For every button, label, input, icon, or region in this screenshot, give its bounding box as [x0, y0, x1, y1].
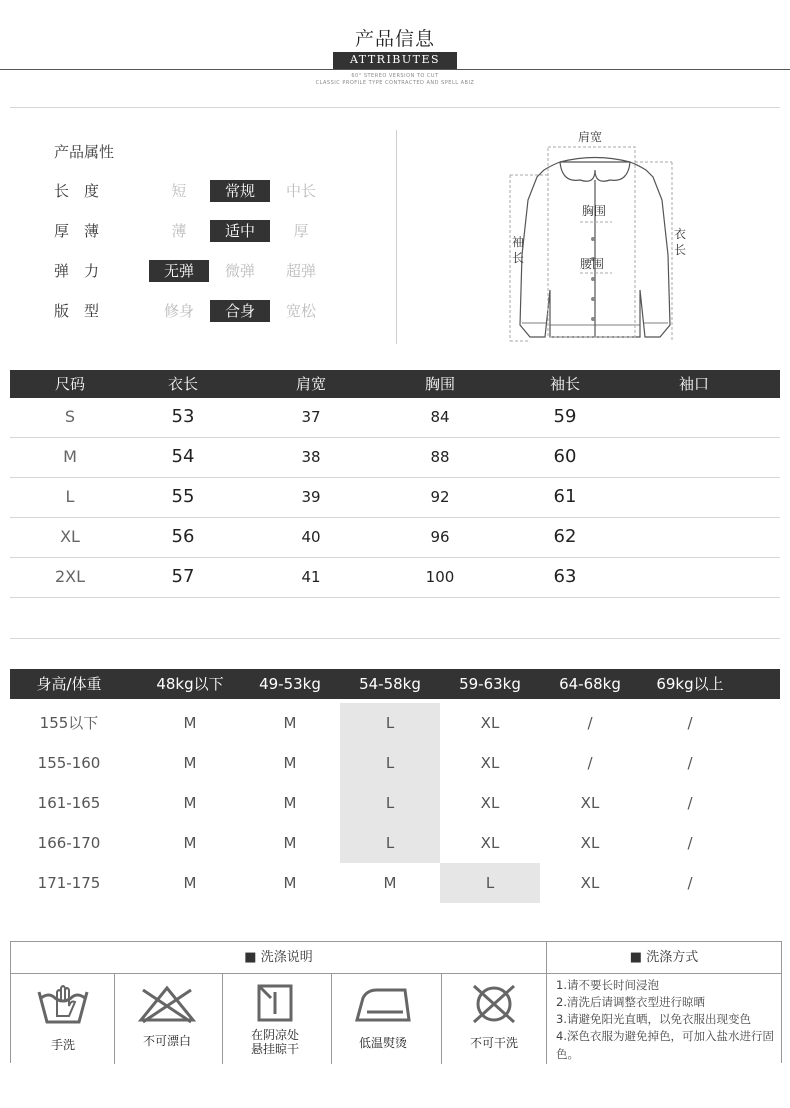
attribute-label: 弹 力 [54, 262, 100, 280]
diagram-label-chest: 胸围 [582, 204, 607, 218]
size-cell [644, 558, 744, 598]
size-col-header: 肩宽 [295, 375, 326, 393]
attribute-option: 中长 [285, 182, 316, 200]
washing-caption: 低温熨烫 [358, 1036, 407, 1050]
washing-note: 4.深色衣服为避免掉色，可加入盐水进行固色。 [556, 1029, 774, 1061]
size-table-row [10, 558, 780, 598]
recommend-col-header: 69kg以上 [656, 675, 724, 693]
recommend-cell: M [183, 754, 197, 772]
size-table-row [10, 478, 780, 518]
recommend-cell: M [283, 794, 297, 812]
size-cell: 38 [301, 448, 321, 466]
recommend-cell: / [687, 874, 693, 892]
recommend-cell: XL [580, 874, 600, 892]
size-cell: 92 [430, 488, 450, 506]
size-col-header: 胸围 [424, 375, 455, 393]
recommend-height-cell: 161-165 [37, 794, 101, 812]
recommend-cell-highlighted: L [340, 823, 440, 863]
recommend-cell-highlighted: L [340, 783, 440, 823]
vertical-divider [396, 130, 397, 344]
size-cell: 37 [301, 408, 321, 426]
attribute-option: 宽松 [285, 302, 316, 320]
attribute-label: 长 度 [54, 182, 100, 200]
attribute-option: 超弹 [285, 262, 316, 280]
washing-note: 1.请不要长时间浸泡 [556, 978, 659, 992]
size-table-row [10, 438, 780, 478]
recommend-col-header: 64-68kg [559, 675, 621, 693]
attributes-heading: 产品属性 [54, 143, 115, 161]
diagram-label-sleeve: 袖长 [512, 235, 525, 265]
header-subtitle-2: CLASSIC PROFILE TYPE CONTRACTED AND SPELL ABIZ [315, 80, 475, 86]
size-cell: XL [60, 527, 80, 546]
recommend-cell: M [383, 874, 397, 892]
attribute-option: 微弹 [224, 262, 255, 280]
size-cell: M [63, 447, 77, 466]
no-bleach-icon [115, 982, 219, 1030]
no-dry-clean-icon [442, 982, 546, 1030]
size-cell: 54 [171, 446, 195, 467]
washing-caption: 不可漂白 [142, 1034, 191, 1048]
size-cell: 40 [301, 528, 321, 546]
recommend-cell: / [687, 834, 693, 852]
size-col-header: 尺码 [54, 375, 85, 393]
attribute-option: 厚 [293, 222, 309, 240]
recommend-cell: / [587, 754, 593, 772]
size-cell: 2XL [54, 567, 86, 586]
size-cell [644, 478, 744, 518]
size-cell [644, 438, 744, 478]
washing-panel [10, 941, 782, 1063]
recommend-cell: M [283, 834, 297, 852]
size-col-header: 衣长 [167, 375, 198, 393]
attribute-option: 修身 [163, 302, 194, 320]
shade-hang-dry-icon [223, 982, 327, 1030]
size-cell: 60 [553, 446, 577, 467]
header-subtitle-1: 60° STEREO VERSION TO CUT [351, 73, 439, 79]
size-cell: 61 [553, 486, 577, 507]
size-cell: 63 [553, 566, 577, 587]
size-cell: 62 [553, 526, 577, 547]
washing-caption: 手洗 [50, 1038, 75, 1052]
recommend-col-header: 59-63kg [459, 675, 521, 693]
diagram-label-length: 衣长 [674, 227, 687, 257]
size-cell: 55 [171, 486, 195, 507]
attribute-option-selected: 适中 [210, 220, 270, 242]
attribute-option-selected: 合身 [210, 300, 270, 322]
size-cell: S [64, 407, 76, 426]
recommend-cell-highlighted: L [340, 703, 440, 743]
size-cell: 88 [430, 448, 450, 466]
attribute-label: 版 型 [54, 302, 100, 320]
size-cell: 53 [171, 406, 195, 427]
recommend-cell: / [687, 714, 693, 732]
recommend-cell: M [183, 834, 197, 852]
low-iron-icon [331, 982, 435, 1030]
section-divider [10, 638, 780, 639]
page-title: 产品信息 [354, 28, 435, 50]
size-cell: 57 [171, 566, 195, 587]
size-cell: 100 [425, 568, 455, 586]
size-cell: 96 [430, 528, 450, 546]
size-col-header: 袖长 [549, 375, 580, 393]
washing-caption: 在阴凉处 悬挂晾干 [250, 1028, 299, 1056]
recommend-cell: M [183, 714, 197, 732]
recommend-cell: XL [480, 834, 500, 852]
washing-note: 2.清洗后请调整衣型进行晾晒 [556, 995, 705, 1009]
recommend-cell: / [687, 754, 693, 772]
recommend-cell: M [283, 714, 297, 732]
size-cell: 41 [301, 568, 321, 586]
section-divider [10, 107, 780, 108]
recommend-cell: XL [480, 794, 500, 812]
recommend-cell: XL [580, 794, 600, 812]
recommend-col-header: 48kg以下 [156, 675, 224, 693]
diagram-label-shoulder: 肩宽 [578, 130, 603, 144]
recommend-height-cell: 155以下 [39, 714, 99, 732]
attribute-option: 薄 [171, 222, 187, 240]
recommend-col-header: 身高/体重 [36, 675, 102, 693]
hand-wash-icon [11, 982, 115, 1032]
header-divider [0, 69, 790, 70]
size-cell: 84 [430, 408, 450, 426]
attribute-label: 厚 薄 [54, 222, 100, 240]
recommend-cell: M [283, 874, 297, 892]
shirt-measurement-diagram [500, 125, 700, 350]
recommend-cell: M [183, 794, 197, 812]
washing-divider [11, 973, 781, 974]
size-cell: 39 [301, 488, 321, 506]
washing-method-title: ■ 洗涤方式 [629, 950, 699, 965]
recommend-col-header: 49-53kg [259, 675, 321, 693]
size-table-row [10, 398, 780, 438]
attribute-option: 短 [171, 182, 187, 200]
size-cell [644, 518, 744, 558]
attribute-option-selected: 常规 [210, 180, 270, 202]
recommend-cell: M [283, 754, 297, 772]
recommend-cell: XL [580, 834, 600, 852]
size-col-header: 袖口 [678, 375, 709, 393]
size-cell: L [65, 487, 75, 506]
size-cell [644, 398, 744, 438]
recommend-height-cell: 155-160 [37, 754, 101, 772]
attributes-banner-text: ATTRIBUTES [349, 53, 441, 66]
recommend-cell: / [587, 714, 593, 732]
size-table-header [10, 370, 780, 398]
size-cell: 56 [171, 526, 195, 547]
size-cell: 59 [553, 406, 577, 427]
diagram-label-waist: 腰围 [580, 257, 605, 271]
recommend-cell-highlighted: L [440, 863, 540, 903]
recommend-cell: XL [480, 714, 500, 732]
recommend-height-cell: 166-170 [37, 834, 101, 852]
recommend-table-header [10, 669, 780, 699]
recommend-cell: M [183, 874, 197, 892]
recommend-height-cell: 171-175 [37, 874, 101, 892]
recommend-cell-highlighted: L [340, 743, 440, 783]
washing-instructions-title: ■ 洗涤说明 [244, 950, 313, 965]
washing-caption: 不可干洗 [469, 1036, 518, 1050]
recommend-cell: XL [480, 754, 500, 772]
recommend-col-header: 54-58kg [359, 675, 421, 693]
attribute-option-selected: 无弹 [149, 260, 209, 282]
washing-note: 3.请避免阳光直晒，以免衣服出现变色 [556, 1012, 751, 1026]
recommend-cell: / [687, 794, 693, 812]
size-table-row [10, 518, 780, 558]
